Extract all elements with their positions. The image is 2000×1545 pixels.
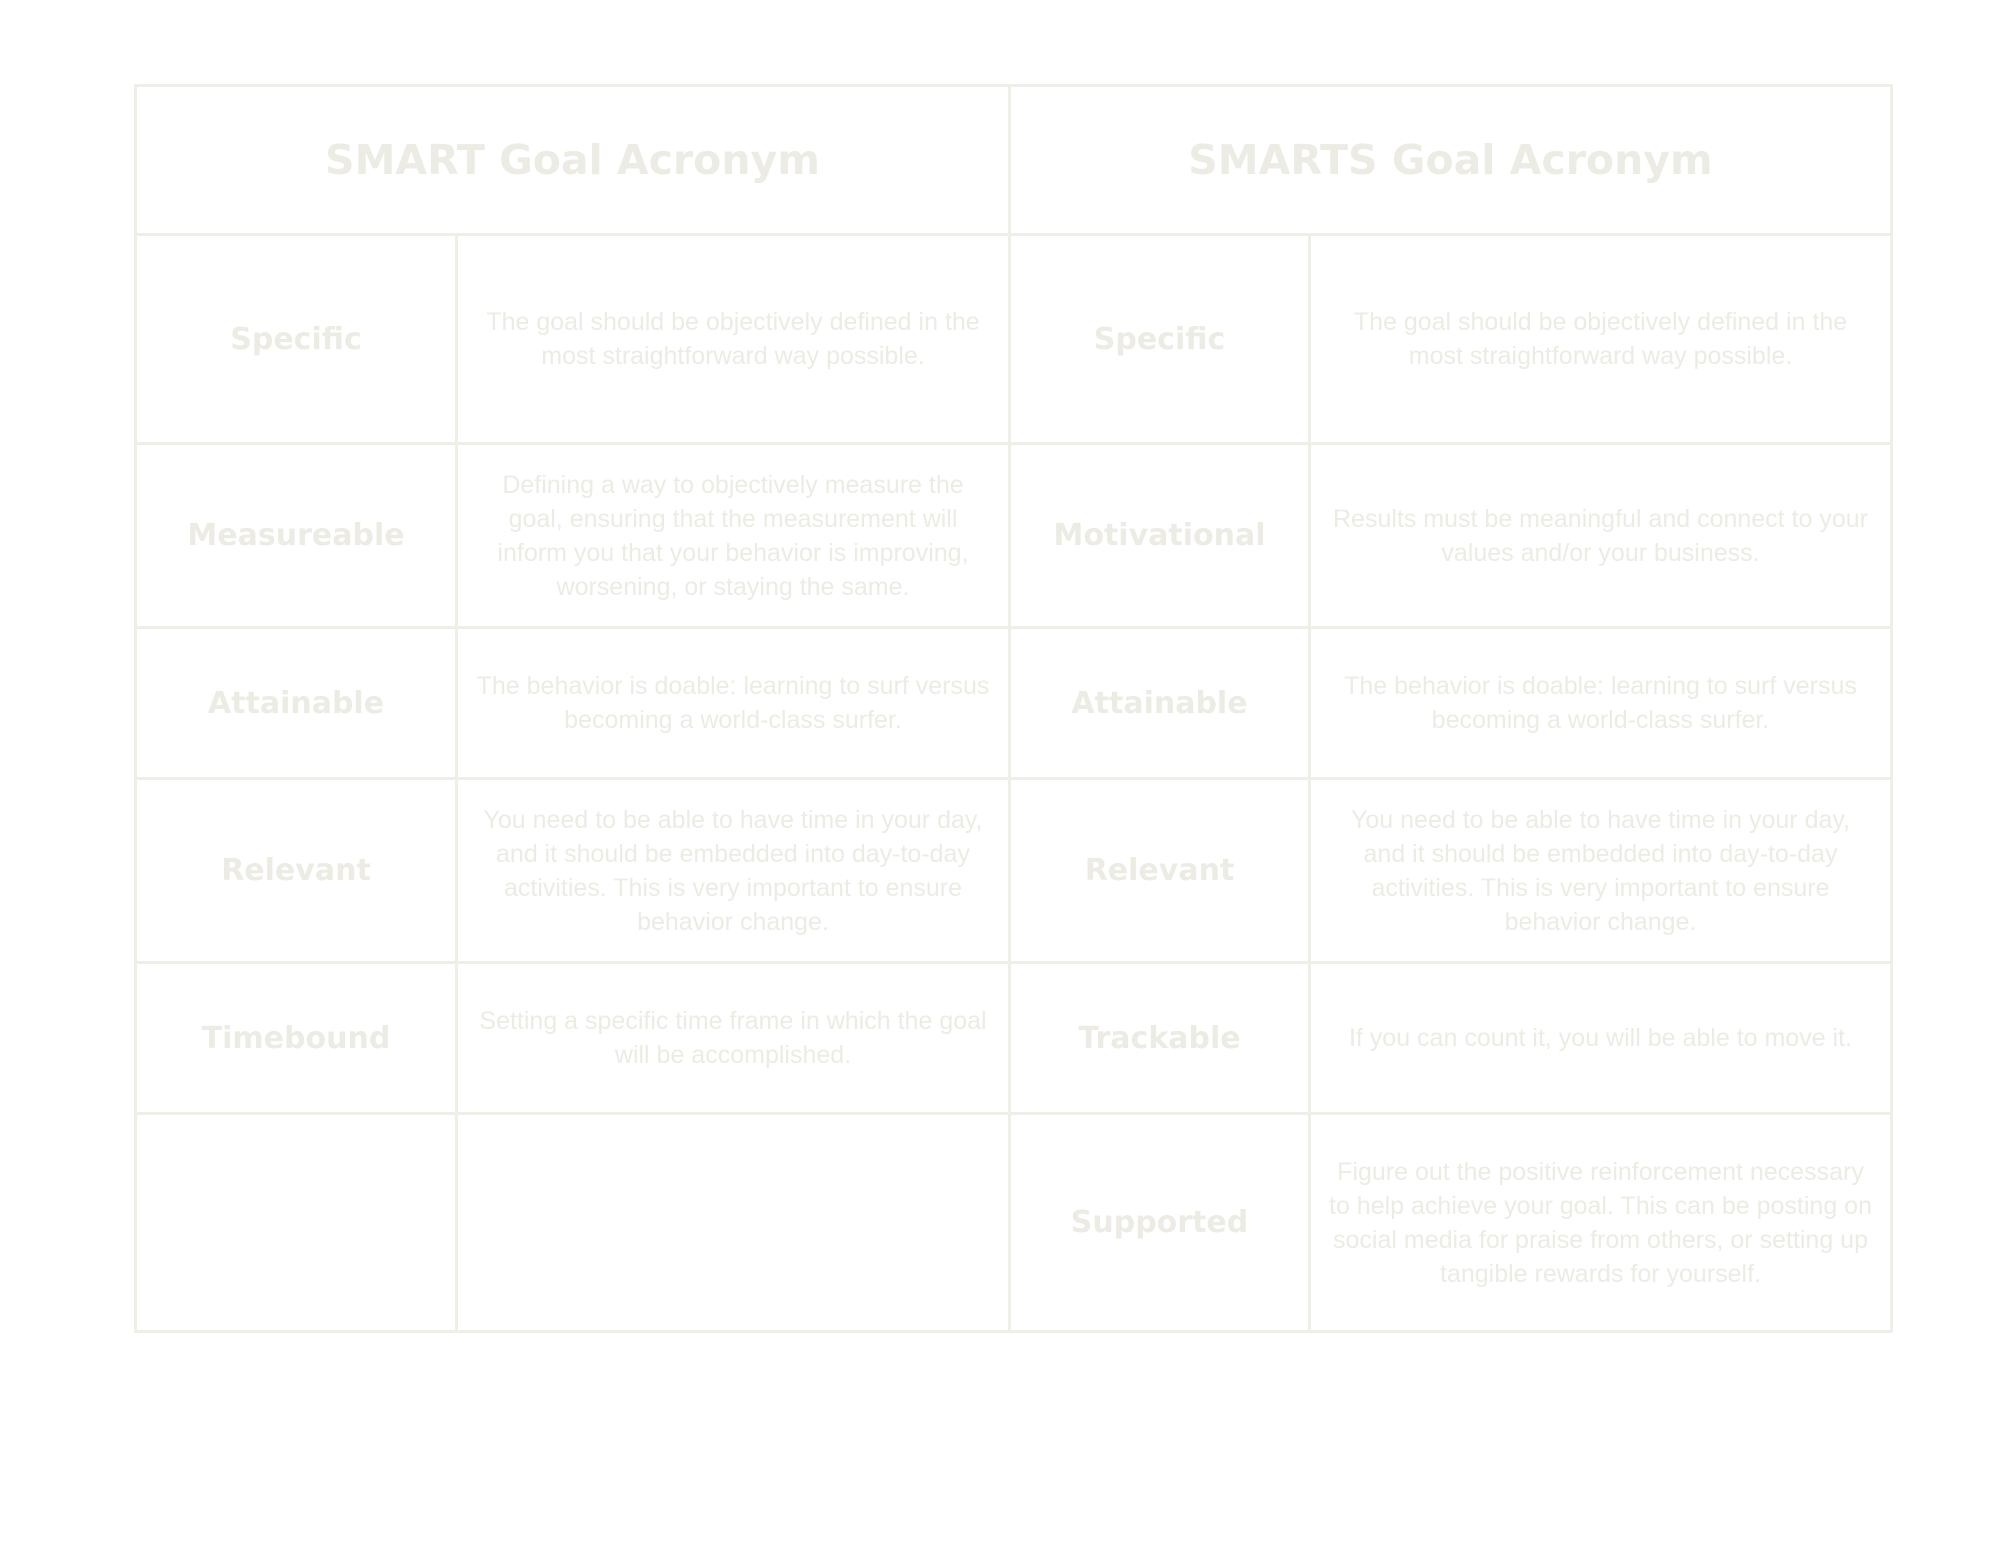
table-row — [136, 1114, 1892, 1332]
smart-description-cell: Setting a specific time frame in which the goal will be accomplished. — [457, 963, 1010, 1114]
smart-smarts-comparison-table — [134, 84, 1893, 1333]
smarts-term-cell: Specific — [1010, 235, 1310, 444]
smarts-term-cell: Attainable — [1010, 628, 1310, 779]
smart-term-cell: Specific — [136, 235, 457, 444]
smart-term-cell: Measureable — [136, 444, 457, 628]
table-row — [136, 628, 1892, 779]
header-row — [136, 86, 1892, 235]
smarts-description-cell: Results must be meaningful and connect to your values and/or your business. — [1310, 444, 1892, 628]
smarts-header: SMARTS Goal Acronym — [1010, 86, 1892, 235]
smarts-description-cell: The goal should be objectively defined in the most straightforward way possible. — [1310, 235, 1892, 444]
smarts-description-cell: Figure out the positive reinforcement necessary to help achieve your goal. This can be posting on social media for praise from others, or setting up tangible rewards for yourself. — [1310, 1114, 1892, 1332]
smarts-term-cell: Relevant — [1010, 779, 1310, 963]
smarts-description-cell: You need to be able to have time in your day, and it should be embedded into day-to-day activities. This is very important to ensure behavior change. — [1310, 779, 1892, 963]
smarts-description-cell: If you can count it, you will be able to move it. — [1310, 963, 1892, 1114]
table-row — [136, 444, 1892, 628]
smarts-term-cell: Motivational — [1010, 444, 1310, 628]
smart-term-cell: Relevant — [136, 779, 457, 963]
table-row — [136, 779, 1892, 963]
smarts-description-cell: The behavior is doable: learning to surf versus becoming a world-class surfer. — [1310, 628, 1892, 779]
smart-term-cell: Attainable — [136, 628, 457, 779]
table-row — [136, 963, 1892, 1114]
smart-description-cell: The behavior is doable: learning to surf versus becoming a world-class surfer. — [457, 628, 1010, 779]
smart-term-cell-empty — [136, 1114, 457, 1332]
smarts-term-cell: Supported — [1010, 1114, 1310, 1332]
smart-description-cell: The goal should be objectively defined in the most straightforward way possible. — [457, 235, 1010, 444]
smart-header: SMART Goal Acronym — [136, 86, 1010, 235]
smart-description-cell-empty — [457, 1114, 1010, 1332]
table-row — [136, 235, 1892, 444]
smarts-term-cell: Trackable — [1010, 963, 1310, 1114]
smart-description-cell: You need to be able to have time in your day, and it should be embedded into day-to-day activities. This is very important to ensure behavior change. — [457, 779, 1010, 963]
smart-description-cell: Defining a way to objectively measure the goal, ensuring that the measurement will inform you that your behavior is improving, worsening, or staying the same. — [457, 444, 1010, 628]
smart-term-cell: Timebound — [136, 963, 457, 1114]
